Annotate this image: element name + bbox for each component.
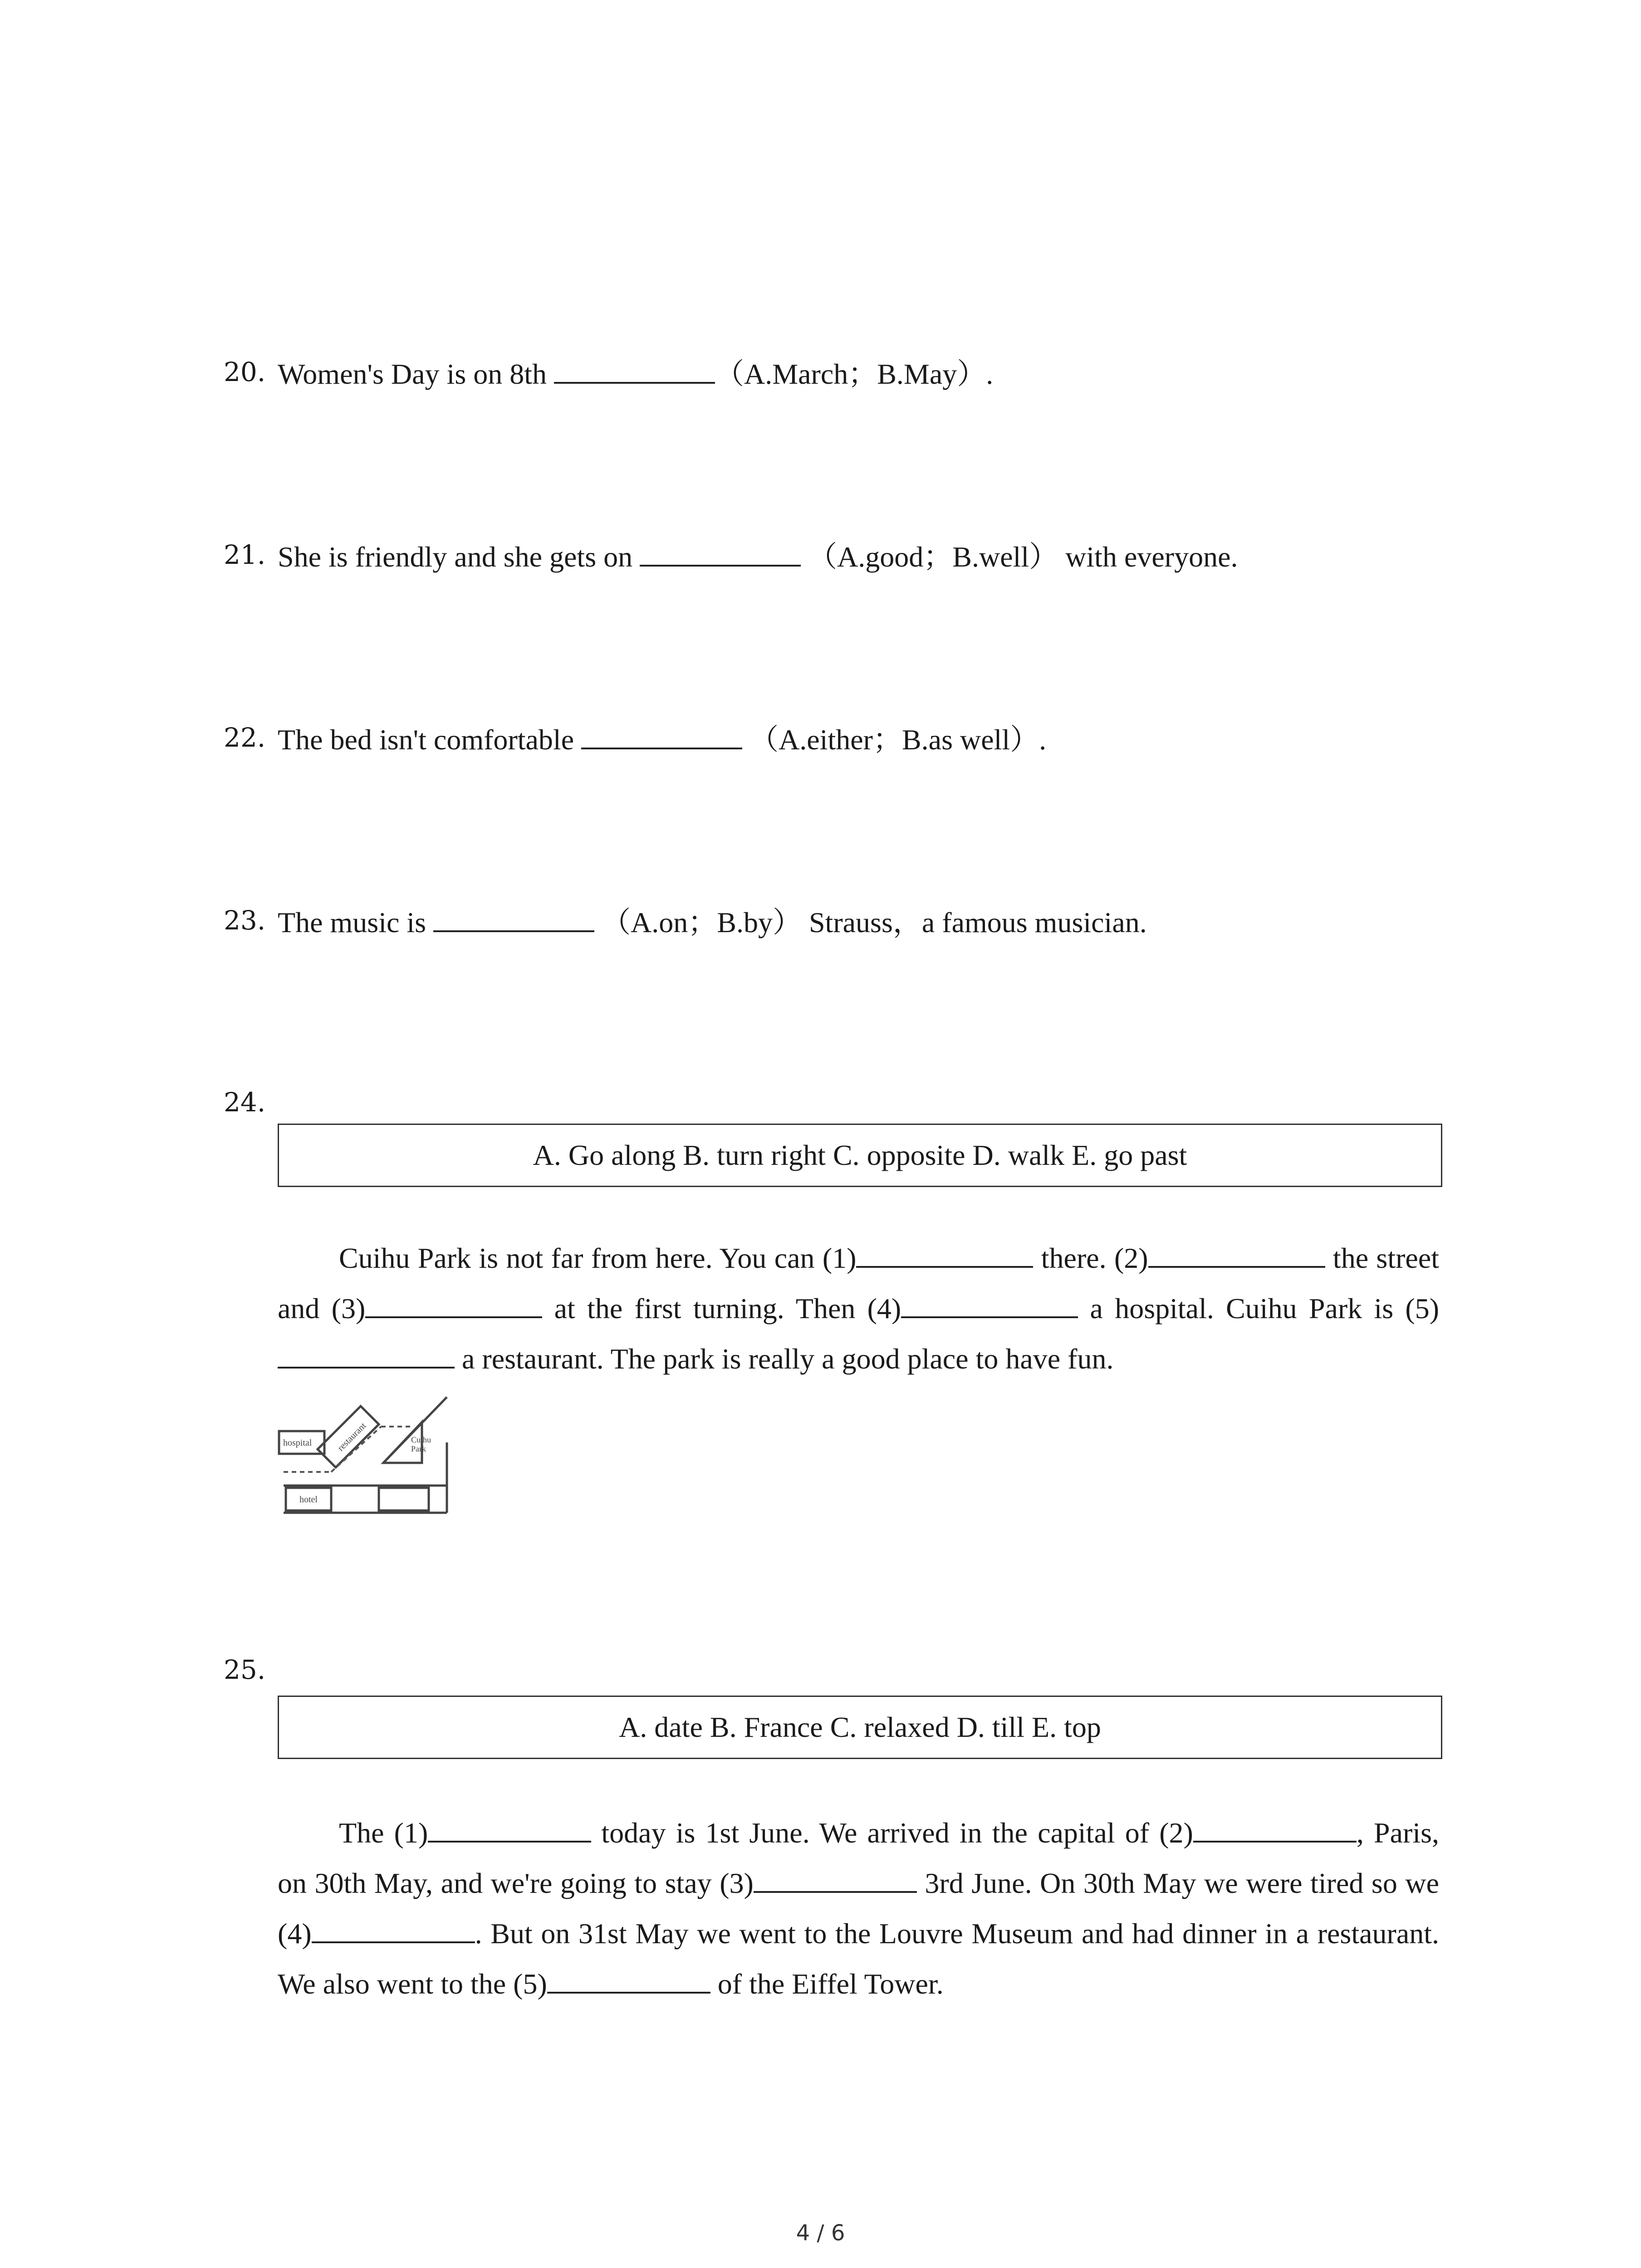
question-number: 25.	[224, 1654, 266, 1685]
question-text: The bed isn't comfortable	[278, 723, 582, 756]
street-map	[277, 1390, 454, 1517]
question-22	[278, 719, 1046, 758]
answer-blank-3[interactable]	[365, 1288, 542, 1318]
map-label-park-2: Park	[411, 1444, 426, 1453]
question-number: 22.	[224, 722, 266, 753]
passage-text: a hospital. Cuihu Park is (5)	[1078, 1292, 1440, 1325]
question-text: Women's Day is on 8th	[278, 358, 554, 390]
question-20	[278, 354, 993, 392]
answer-blank[interactable]	[554, 354, 715, 384]
page-number: 4 / 6	[796, 2220, 845, 2246]
map-label-hospital: hospital	[283, 1438, 312, 1448]
word-bank-text: A. date B. France C. relaxed D. till E. top	[619, 1711, 1101, 1743]
answer-blank[interactable]	[433, 902, 594, 932]
question-21	[278, 537, 1238, 575]
passage-text: today is 1st June. We arrived in the capital of (2)	[591, 1817, 1193, 1849]
question-options: （A.on；B.by） Strauss，a famous musician.	[594, 906, 1147, 938]
map-label-hotel: hotel	[299, 1495, 318, 1505]
passage-text: . But on 31st May we went to the Louvre Museum and had dinner in a restaurant. We also went to the (5)	[278, 1917, 1439, 2000]
answer-blank-2[interactable]	[1193, 1813, 1357, 1843]
passage-text: of the Eiffel Tower.	[710, 1968, 944, 2000]
answer-blank-3[interactable]	[754, 1863, 917, 1893]
answer-blank-4[interactable]	[312, 1913, 475, 1943]
word-bank-box	[278, 1696, 1442, 1759]
passage-text: there. (2)	[1033, 1242, 1148, 1274]
passage-24	[278, 1233, 1439, 1384]
passage-25	[278, 1808, 1439, 2009]
question-options: （A.March；B.May）.	[715, 358, 994, 390]
answer-blank-1[interactable]	[856, 1238, 1033, 1268]
passage-text: , Paris, on 30th May, and we're going to stay (3)	[278, 1817, 1440, 1899]
question-text: The music is	[278, 906, 434, 938]
passage-text: Cuihu Park is not far from here. You can (1)	[339, 1242, 857, 1274]
question-number: 24.	[224, 1087, 266, 1118]
passage-text: The (1)	[339, 1817, 428, 1849]
question-number: 20.	[224, 357, 266, 387]
answer-blank-5[interactable]	[547, 1964, 710, 1994]
map-label-park-1: Cuihu	[411, 1435, 431, 1444]
answer-blank[interactable]	[640, 537, 801, 567]
answer-blank-1[interactable]	[428, 1813, 591, 1843]
passage-text: a restaurant. The park is really a good place to have fun.	[455, 1343, 1114, 1375]
answer-blank-2[interactable]	[1148, 1238, 1325, 1268]
word-bank-box	[278, 1124, 1442, 1187]
question-options: （A.good；B.well） with everyone.	[801, 541, 1238, 573]
answer-blank-5[interactable]	[278, 1339, 455, 1369]
passage-text: at the first turning. Then (4)	[542, 1292, 901, 1325]
question-number: 21.	[224, 539, 266, 570]
question-options: （A.either；B.as well）.	[742, 723, 1047, 756]
passage-text: 3rd June. On 30th May we were tired so we (4)	[278, 1867, 1440, 1950]
question-number: 23.	[224, 905, 266, 936]
map-label-restaurant: restaurant	[335, 1421, 368, 1453]
question-23	[278, 902, 1147, 941]
passage-text: the street and (3)	[278, 1242, 1440, 1325]
word-bank-text: A. Go along B. turn right C. opposite D. walk E. go past	[533, 1139, 1187, 1171]
answer-blank-4[interactable]	[901, 1288, 1078, 1318]
question-text: She is friendly and she gets on	[278, 541, 640, 573]
answer-blank[interactable]	[581, 719, 742, 749]
